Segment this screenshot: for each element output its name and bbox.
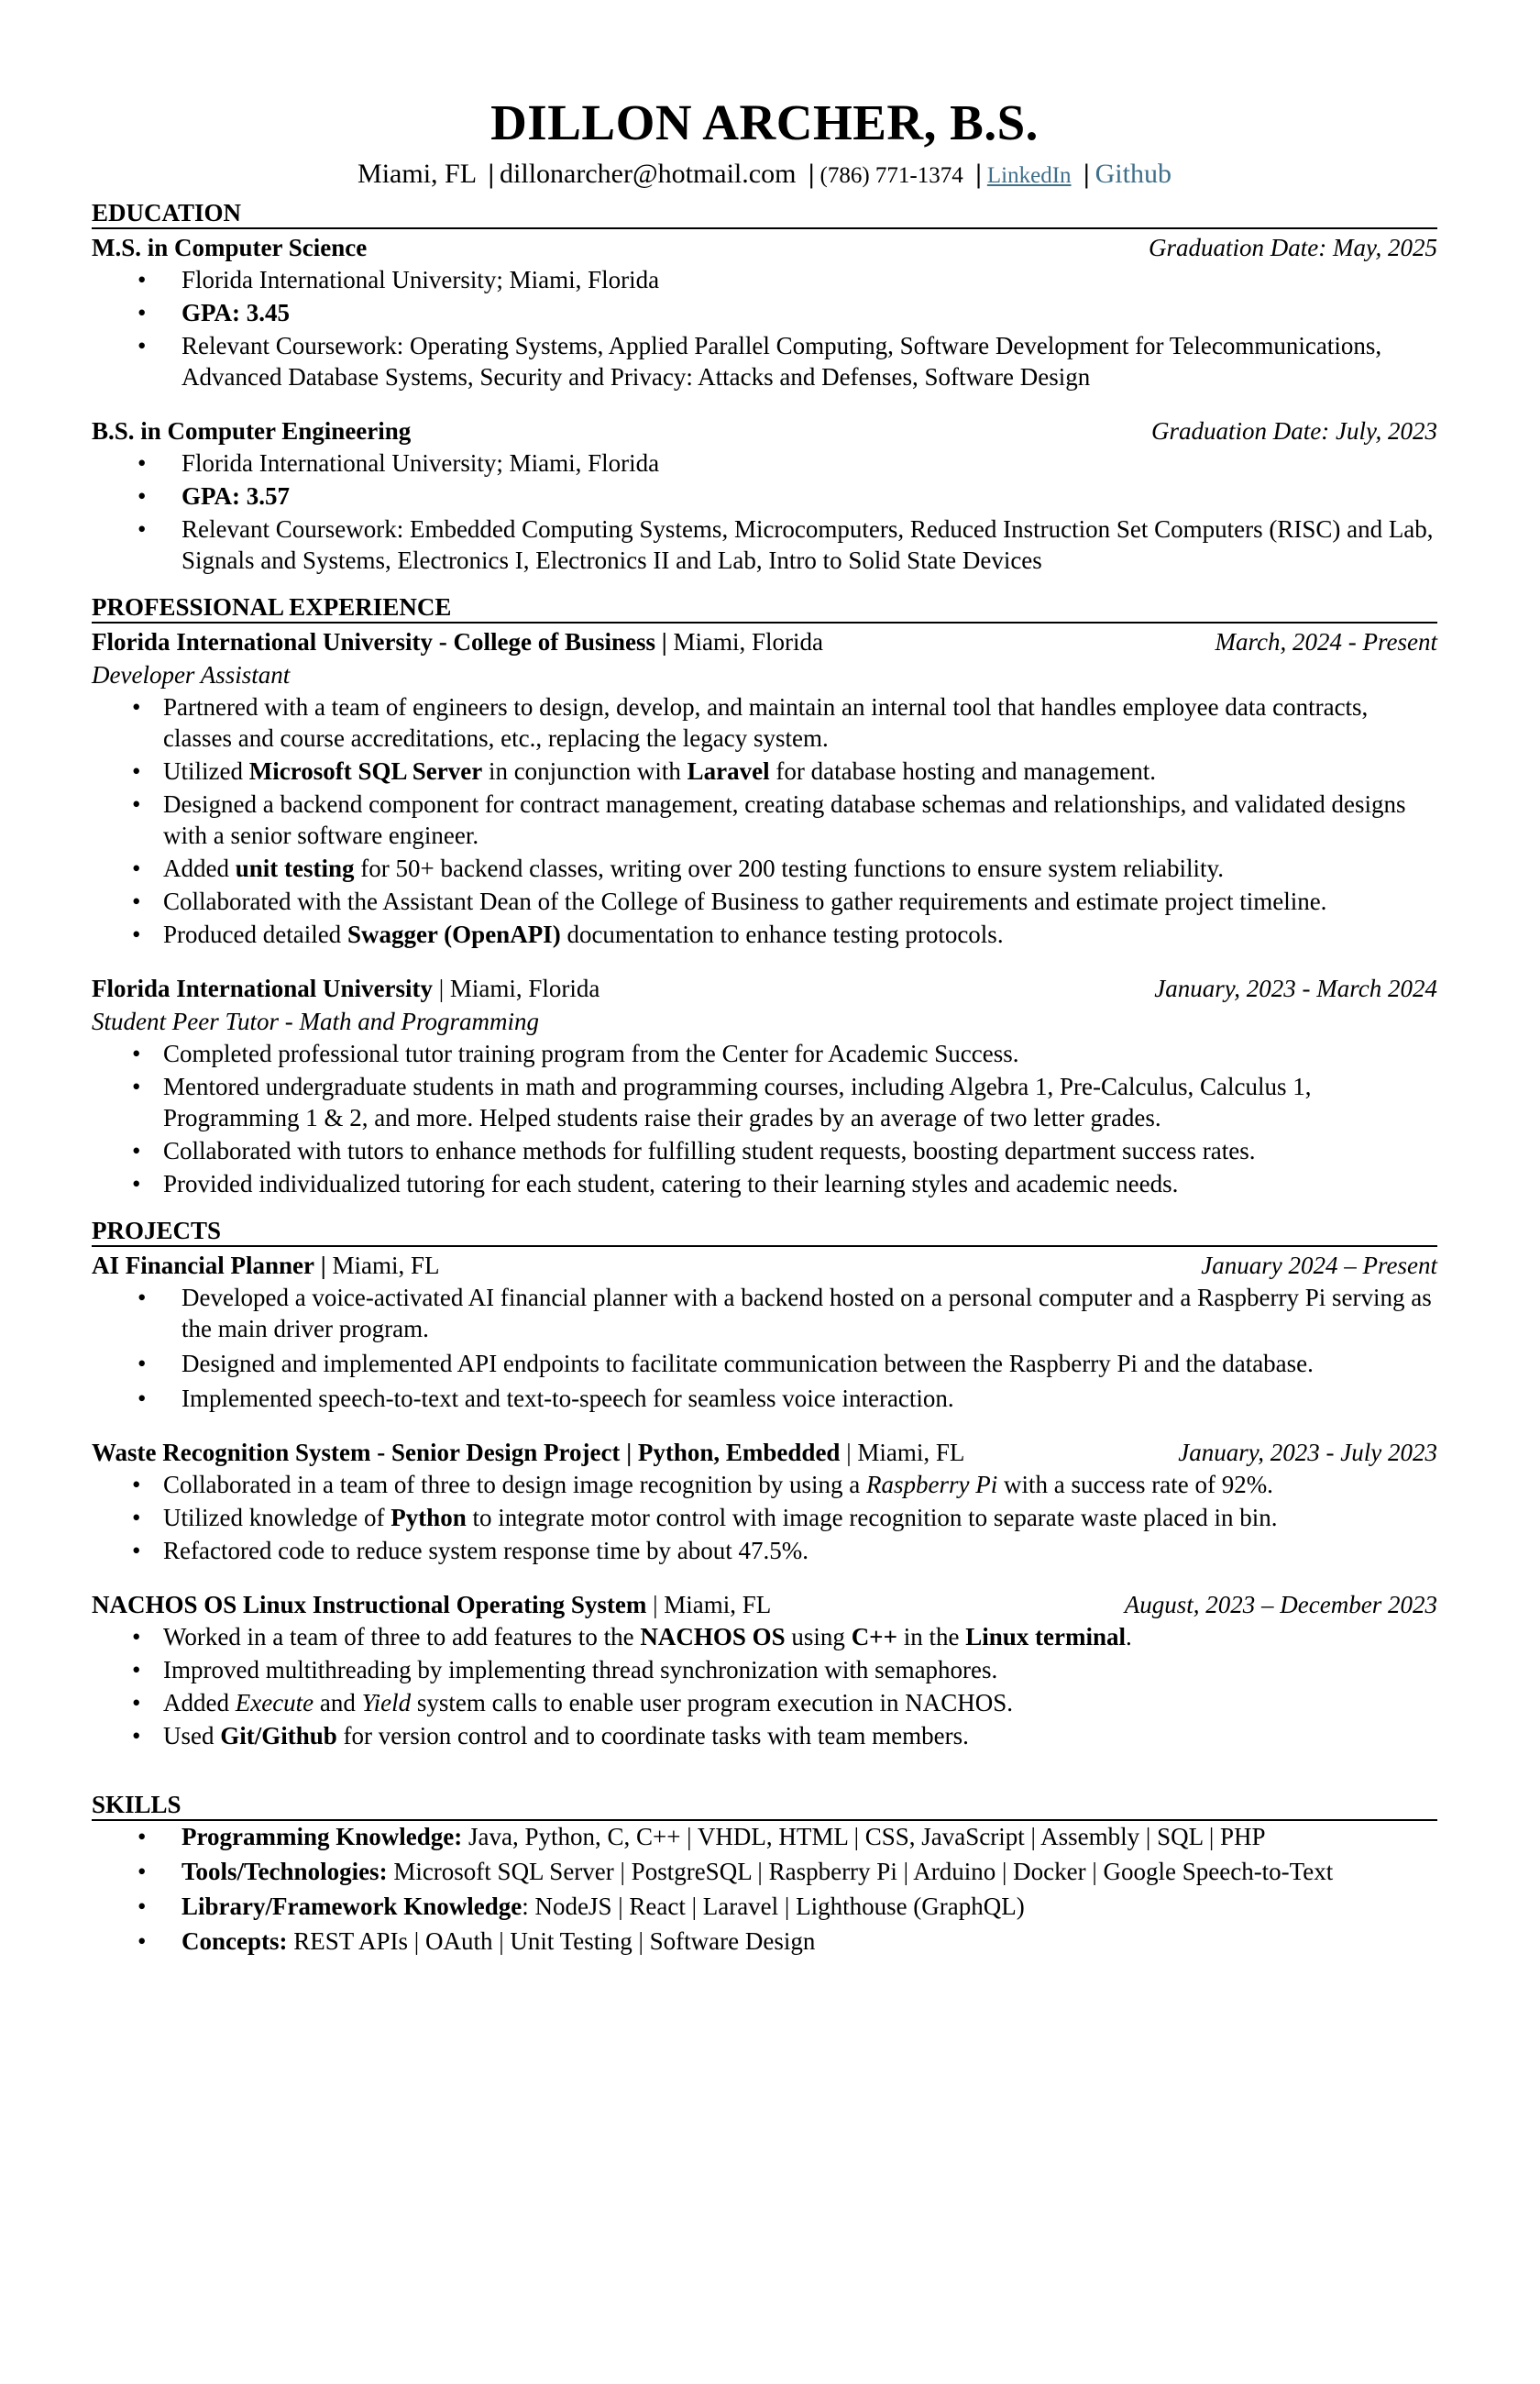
bullet-text: . (1125, 1623, 1132, 1650)
bullet-keyword: Swagger (OpenAPI) (346, 921, 561, 948)
bullet: • (132, 1471, 141, 1498)
bullet: • (138, 332, 147, 359)
bullet-text: for database hosting and management. (769, 757, 1157, 785)
bullet-text: Utilized (163, 757, 249, 785)
list-item (92, 691, 1437, 754)
project-header (92, 1249, 1437, 1282)
list-item (92, 1654, 1437, 1685)
project-title: NACHOS OS Linux Instructional Operating System (92, 1591, 647, 1618)
list-item (92, 789, 1437, 851)
skill-category: Library/Framework Knowledge (182, 1893, 522, 1920)
experience-heading: PROFESSIONAL EXPERIENCE (92, 592, 1437, 624)
employment-dates: January, 2023 - March 2024 (1154, 975, 1437, 1002)
list-item (92, 1135, 1437, 1166)
experience-entry-header (92, 625, 1437, 658)
bullet: • (132, 1504, 141, 1531)
bullet-text: Improved multithreading by implementing thread synchronization with semaphores. (163, 1656, 998, 1683)
bullet-keyword: unit testing (235, 855, 355, 882)
bullet: • (132, 1170, 141, 1198)
bullet: • (132, 1073, 141, 1100)
employer-location: Miami, Florida (449, 975, 600, 1002)
phone: (786) 771-1374 (820, 163, 963, 188)
separator: | (488, 159, 495, 189)
location: Miami, FL (358, 159, 476, 189)
job-title: Developer Assistant (92, 661, 291, 689)
project-bullets (92, 1282, 1437, 1414)
bullet: • (132, 1137, 141, 1164)
resume-page (92, 95, 1437, 1957)
bullet: • (132, 1537, 141, 1564)
coursework: Relevant Coursework: Operating Systems, Applied Parallel Computing, Software Development for Telecommunications, Advanced Database Systems, Security and Privacy: Attacks and Defenses, Software Design (182, 332, 1382, 391)
project-title-line (92, 1436, 964, 1469)
bullet: • (132, 888, 141, 915)
bullet: • (132, 921, 141, 948)
bullet-text: Designed and implemented API endpoints to facilitate communication between the Raspberry Pi and the database. (182, 1350, 1314, 1377)
bullet-text: in the (896, 1623, 966, 1650)
bullet-text: with a success rate of 92%. (997, 1471, 1273, 1498)
employer (92, 625, 823, 658)
bullet: • (138, 449, 147, 477)
project-dates: August, 2023 – December 2023 (1124, 1591, 1437, 1618)
separator: | (846, 1439, 852, 1466)
list-item (92, 1348, 1437, 1379)
list-item (92, 1535, 1437, 1566)
bullet: • (138, 1385, 147, 1412)
project-tech: Python, Embedded (637, 1439, 841, 1466)
separator: | (808, 159, 815, 189)
list-item (92, 1821, 1437, 1852)
bullet: • (132, 1722, 141, 1749)
graduation-date: Graduation Date: July, 2023 (1151, 417, 1437, 445)
list-item (92, 1282, 1437, 1344)
list-item (92, 330, 1437, 392)
bullet-keyword: Linux terminal (965, 1623, 1126, 1650)
bullet-keyword: Laravel (687, 757, 770, 785)
employer-location: Miami, Florida (673, 628, 823, 656)
bullet-text: Mentored undergraduate students in math and programming courses, including Algebra 1, Pre-Calculus, Calculus 1, Programming 1 & 2, and more. Helped students raise their grades by an average of two letter grades. (163, 1073, 1312, 1131)
degree-title: M.S. in Computer Science (92, 234, 368, 261)
bullet-keyword: C++ (851, 1623, 897, 1650)
project-title-line (92, 1249, 439, 1282)
skill-values: Microsoft SQL Server | PostgreSQL | Raspberry Pi | Arduino | Docker | Google Speech-to-Text (393, 1858, 1334, 1885)
skills-list (92, 1821, 1437, 1957)
projects-heading: PROJECTS (92, 1216, 1437, 1247)
bullet-text: Developed a voice-activated AI financial planner with a backend hosted on a personal computer and a Raspberry Pi serving as the main driver program. (182, 1284, 1432, 1342)
bullet: • (138, 1927, 147, 1955)
job-title: Student Peer Tutor - Math and Programming (92, 1008, 539, 1035)
education-heading: EDUCATION (92, 198, 1437, 229)
bullet-text: system calls to enable user program execution in NACHOS. (411, 1689, 1014, 1716)
bullet-text: Completed professional tutor training program from the Center for Academic Success. (163, 1040, 1019, 1067)
list-item (92, 1891, 1437, 1922)
bullet-text: Implemented speech-to-text and text-to-speech for seamless voice interaction. (182, 1385, 954, 1412)
github-link[interactable]: Github (1094, 159, 1172, 189)
bullet: • (138, 1350, 147, 1377)
project-title: AI Financial Planner (92, 1252, 315, 1279)
bullet-text: Provided individualized tutoring for each student, catering to their learning styles and academic needs. (163, 1170, 1179, 1198)
list-item (92, 1687, 1437, 1718)
graduation-date: Graduation Date: May, 2025 (1149, 234, 1437, 261)
skill-category: Programming Knowledge: (182, 1823, 463, 1850)
bullet: • (138, 1893, 147, 1920)
project-location: Miami, FL (664, 1591, 772, 1618)
bullet-keyword: Python (390, 1504, 467, 1531)
separator: | (438, 975, 445, 1002)
email: dillonarcher@hotmail.com (500, 159, 797, 189)
skills-heading: SKILLS (92, 1790, 1437, 1821)
bullet-text: Used (163, 1722, 221, 1749)
separator: | (320, 1252, 326, 1279)
contact-line (92, 158, 1437, 193)
list-item (92, 1502, 1437, 1533)
bullet-emphasis: Yield (361, 1689, 412, 1716)
list-item (92, 1856, 1437, 1887)
employer-name: Florida International University - College of Business (92, 628, 655, 656)
bullet-text: Partnered with a team of engineers to design, develop, and maintain an internal tool that handles employee data contracts, classes and course accreditations, etc., replacing the legacy system. (163, 693, 1369, 752)
bullet-text: for version control and to coordinate tasks with team members. (336, 1722, 969, 1749)
gpa: GPA: 3.45 (182, 299, 290, 326)
project-bullets (92, 1621, 1437, 1751)
project-header (92, 1436, 1437, 1469)
list-item (92, 513, 1437, 576)
bullet-text: Collaborated in a team of three to design image recognition by using a (163, 1471, 867, 1498)
list-item (92, 756, 1437, 787)
list-item (92, 1469, 1437, 1500)
bullet-emphasis: Execute (235, 1689, 314, 1716)
degree-title: B.S. in Computer Engineering (92, 417, 412, 445)
list-item (92, 447, 1437, 479)
list-item (92, 1038, 1437, 1069)
list-item (92, 297, 1437, 328)
bullet: • (138, 266, 147, 293)
bullet-text: for 50+ backend classes, writing over 200 testing functions to ensure system reliability. (354, 855, 1225, 882)
separator: | (653, 1591, 658, 1618)
school: Florida International University; Miami, Florida (182, 266, 660, 293)
bullet-text: Refactored code to reduce system response time by about 47.5%. (163, 1537, 809, 1564)
list-item (92, 919, 1437, 950)
skill-values: REST APIs | OAuth | Unit Testing | Software Design (293, 1927, 816, 1955)
bullet: • (132, 855, 141, 882)
bullet: • (138, 482, 147, 510)
linkedin-link[interactable]: LinkedIn (986, 163, 1072, 188)
education-entry-header (92, 231, 1437, 264)
bullet-text: Produced detailed (163, 921, 347, 948)
education-entry-header (92, 414, 1437, 447)
list-item (92, 480, 1437, 512)
bullet: • (138, 1823, 147, 1850)
project-location: Miami, FL (857, 1439, 965, 1466)
bullet-text: using (785, 1623, 852, 1650)
separator: | (975, 159, 982, 189)
experience-bullets (92, 1038, 1437, 1199)
bullet: • (138, 515, 147, 543)
bullet-text: to integrate motor control with image recognition to separate waste placed in bin. (466, 1504, 1278, 1531)
coursework: Relevant Coursework: Embedded Computing Systems, Microcomputers, Reduced Instruction Set Computers (RISC) and Lab, Signals and Systems, Electronics I, Electronics II and Lab, Intro to Solid State Devices (182, 515, 1434, 574)
list-item (92, 1383, 1437, 1414)
experience-entry-header (92, 972, 1437, 1005)
education-details (92, 447, 1437, 576)
bullet-text: Added (163, 1689, 236, 1716)
gpa: GPA: 3.57 (182, 482, 290, 510)
skill-values: : NodeJS | React | Laravel | Lighthouse (GraphQL) (522, 1893, 1025, 1920)
bullet-emphasis: Raspberry Pi (866, 1471, 998, 1498)
separator: | (661, 628, 667, 656)
bullet-text: Collaborated with tutors to enhance methods for fulfilling student requests, boosting department success rates. (163, 1137, 1256, 1164)
project-title-line (92, 1588, 771, 1621)
bullet: • (132, 757, 141, 785)
bullet-text: Collaborated with the Assistant Dean of the College of Business to gather requirements and estimate project timeline. (163, 888, 1327, 915)
list-item (92, 1926, 1437, 1957)
project-header (92, 1588, 1437, 1621)
bullet-keyword: NACHOS OS (640, 1623, 786, 1650)
bullet: • (132, 693, 141, 721)
bullet-text: documentation to enhance testing protocols. (560, 921, 1004, 948)
bullet-text: in conjunction with (482, 757, 688, 785)
list-item (92, 1720, 1437, 1751)
employer (92, 972, 600, 1005)
separator: | (626, 1439, 632, 1466)
school: Florida International University; Miami, Florida (182, 449, 660, 477)
bullet-keyword: Git/Github (220, 1722, 337, 1749)
bullet: • (132, 1689, 141, 1716)
list-item (92, 886, 1437, 917)
project-title: Waste Recognition System - Senior Design Project (92, 1439, 621, 1466)
project-dates: January 2024 – Present (1201, 1252, 1437, 1279)
employment-dates: March, 2024 - Present (1215, 628, 1437, 656)
education-details (92, 264, 1437, 392)
bullet: • (132, 790, 141, 818)
employer-name: Florida International University (92, 975, 433, 1002)
list-item (92, 1621, 1437, 1652)
skill-category: Concepts: (182, 1927, 288, 1955)
bullet: • (132, 1656, 141, 1683)
skill-values: Java, Python, C, C++ | VHDL, HTML | CSS, JavaScript | Assembly | SQL | PHP (468, 1823, 1266, 1850)
bullet: • (138, 299, 147, 326)
experience-bullets (92, 691, 1437, 950)
bullet: • (138, 1858, 147, 1885)
list-item (92, 853, 1437, 884)
skill-category: Tools/Technologies: (182, 1858, 388, 1885)
bullet: • (132, 1040, 141, 1067)
candidate-name: DILLON ARCHER, B.S. (490, 94, 1039, 150)
bullet-text: Designed a backend component for contract management, creating database schemas and relationships, and validated designs with a senior software engineer. (163, 790, 1406, 849)
list-item (92, 1071, 1437, 1133)
project-dates: January, 2023 - July 2023 (1178, 1439, 1437, 1466)
bullet: • (132, 1623, 141, 1650)
bullet-text: Utilized knowledge of (163, 1504, 391, 1531)
bullet-keyword: Microsoft SQL Server (248, 757, 483, 785)
bullet-text: Added (163, 855, 236, 882)
project-bullets (92, 1469, 1437, 1566)
separator: | (1084, 159, 1090, 189)
project-location: Miami, FL (332, 1252, 440, 1279)
list-item (92, 1168, 1437, 1199)
bullet-text: Worked in a team of three to add features to the (163, 1623, 641, 1650)
list-item (92, 264, 1437, 295)
bullet-text: and (314, 1689, 362, 1716)
bullet: • (138, 1284, 147, 1311)
